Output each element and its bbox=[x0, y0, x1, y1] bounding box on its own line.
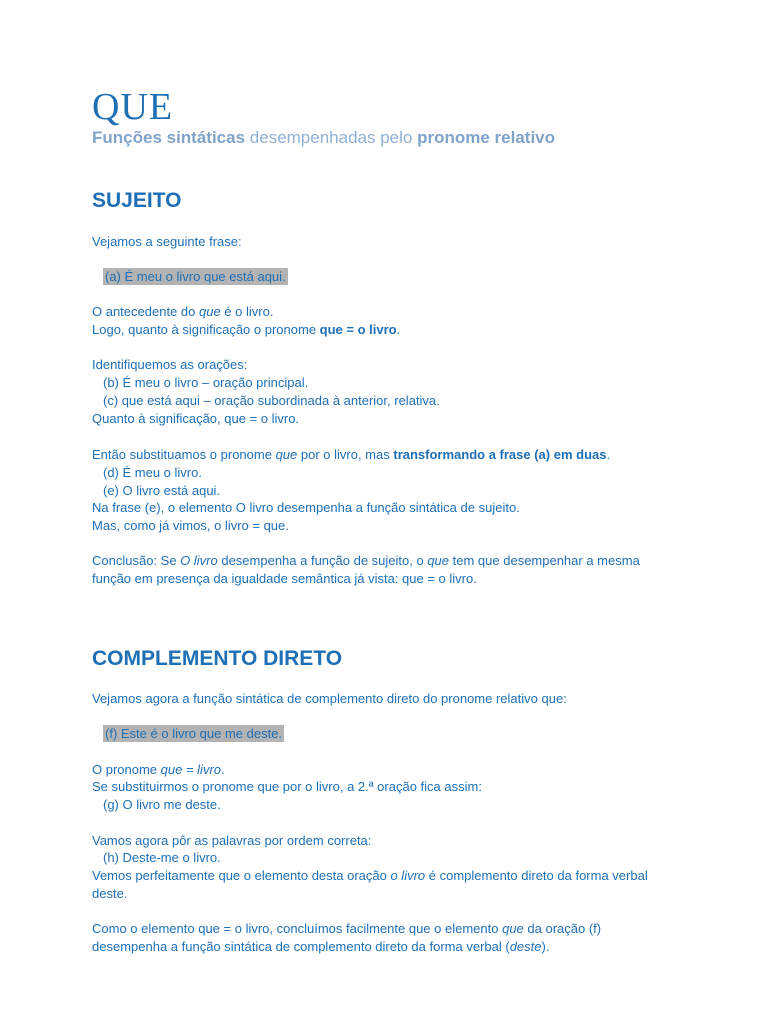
subtitle-text: desempenhadas pelo bbox=[245, 128, 418, 147]
text: desempenha a função de sujeito, o bbox=[217, 553, 428, 568]
paragraph-desempenha bbox=[92, 938, 549, 956]
example-h: (h) Deste-me o livro. bbox=[103, 850, 221, 865]
text-italic: O livro bbox=[180, 553, 218, 568]
example-f bbox=[103, 725, 284, 743]
paragraph-antecedente bbox=[92, 303, 273, 321]
subtitle-bold-2: pronome relativo bbox=[417, 128, 556, 147]
text: por o livro, mas bbox=[297, 447, 394, 462]
highlighted-example-a: (a) É meu o livro que está aqui. bbox=[105, 269, 286, 284]
page-title: QUE bbox=[92, 86, 174, 128]
text-italic: que = livro bbox=[160, 762, 221, 777]
text: . bbox=[396, 322, 401, 337]
text: ). bbox=[541, 939, 550, 954]
text: da oração (f) bbox=[523, 921, 602, 936]
paragraph-como bbox=[92, 920, 601, 938]
text-italic: que bbox=[275, 447, 298, 462]
paragraph-conclusao bbox=[92, 552, 640, 570]
paragraph-intro-cd: Vejamos agora a função sintática de complemento direto do pronome relativo que: bbox=[92, 691, 567, 706]
text: Então substituamos o pronome bbox=[92, 447, 276, 462]
text-italic: o livro bbox=[390, 868, 426, 883]
section-heading-sujeito: SUJEITO bbox=[92, 189, 182, 212]
example-g: (g) O livro me deste. bbox=[103, 797, 221, 812]
paragraph-vemos-cont: deste. bbox=[92, 886, 128, 901]
text-italic: deste bbox=[509, 939, 542, 954]
text-bold: transformando a frase (a) em duas bbox=[393, 447, 607, 462]
text: tem que desempenhar a mesma bbox=[449, 553, 640, 568]
text-italic: que bbox=[502, 921, 524, 936]
paragraph-identifiquemos: Identifiquemos as orações: bbox=[92, 357, 248, 372]
example-d: (d) É meu o livro. bbox=[103, 465, 202, 480]
paragraph-intro: Vejamos a seguinte frase: bbox=[92, 234, 242, 249]
text: . bbox=[221, 762, 225, 777]
example-e: (e) O livro está aqui. bbox=[103, 483, 221, 498]
text: O pronome bbox=[92, 762, 161, 777]
paragraph-entao bbox=[92, 446, 610, 464]
text: Como o elemento que = o livro, concluímos facilmente que o elemento bbox=[92, 921, 503, 936]
highlighted-example-f: (f) Este é o livro que me deste. bbox=[105, 726, 283, 741]
paragraph-mas: Mas, como já vimos, o livro = que. bbox=[92, 518, 289, 533]
text: é complemento direto da forma verbal bbox=[425, 868, 648, 883]
text-italic: que bbox=[198, 304, 221, 319]
text: é o livro. bbox=[220, 304, 274, 319]
paragraph-conclusao-cont: função em presença da igualdade semântica já vista: que = o livro. bbox=[92, 571, 477, 586]
section-heading-complemento-direto: COMPLEMENTO DIRETO bbox=[92, 647, 343, 670]
paragraph-vamos: Vamos agora pôr as palavras por ordem correta: bbox=[92, 833, 372, 848]
text: . bbox=[606, 447, 611, 462]
example-b: (b) É meu o livro – oração principal. bbox=[103, 375, 309, 390]
subtitle-bold-1: Funções sintáticas bbox=[92, 128, 246, 147]
text: Vemos perfeitamente que o elemento desta oração bbox=[92, 868, 391, 883]
text-italic: que bbox=[427, 553, 450, 568]
text: Logo, quanto à significação o pronome bbox=[92, 322, 320, 337]
paragraph-na-frase: Na frase (e), o elemento O livro desempenha a função sintática de sujeito. bbox=[92, 500, 520, 515]
paragraph-se: Se substituirmos o pronome que por o livro, a 2.ª oração fica assim: bbox=[92, 779, 482, 794]
paragraph-pronome bbox=[92, 761, 225, 779]
paragraph-logo bbox=[92, 321, 400, 339]
paragraph-vemos bbox=[92, 867, 648, 885]
example-c: (c) que está aqui – oração subordinada à anterior, relativa. bbox=[103, 393, 440, 408]
text-bold: que = o livro bbox=[319, 322, 397, 337]
paragraph-quanto: Quanto à significação, que = o livro. bbox=[92, 411, 300, 426]
page-subtitle bbox=[92, 126, 555, 150]
text: desempenha a função sintática de complemento direto da forma verbal ( bbox=[92, 939, 510, 954]
text: O antecedente do bbox=[92, 304, 199, 319]
text: Conclusão: Se bbox=[92, 553, 181, 568]
example-a bbox=[103, 268, 288, 286]
